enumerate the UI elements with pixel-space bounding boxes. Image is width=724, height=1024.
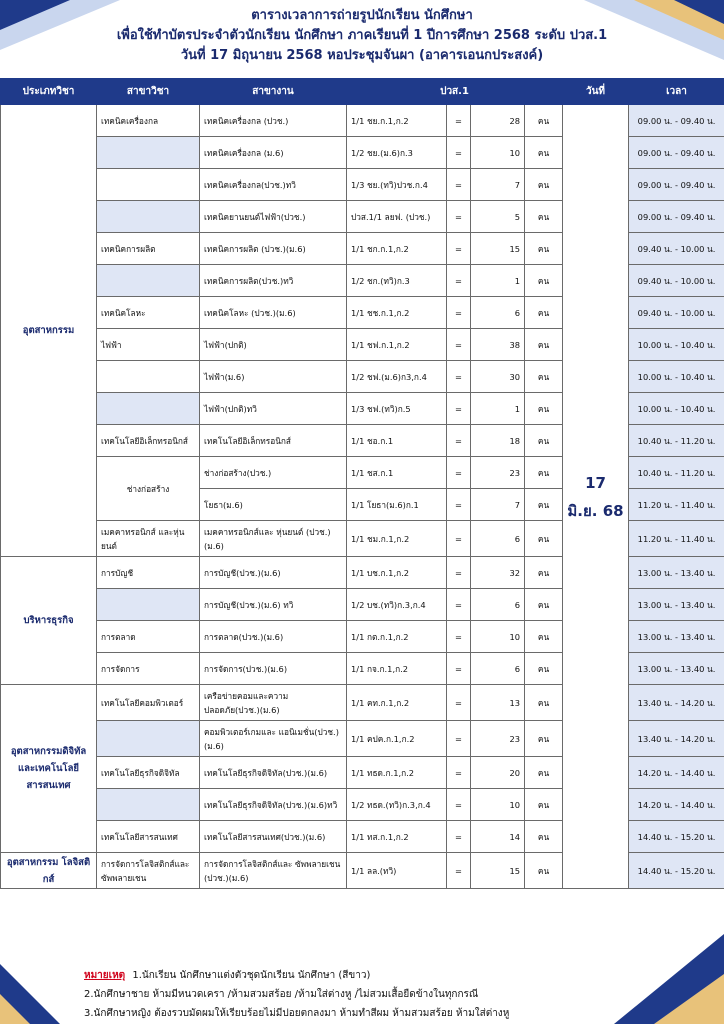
cell-class: 1/1 ชก.ก.1,ก.2 [347, 233, 447, 265]
cell-count: 1 [471, 393, 525, 425]
cell-class: 1/1 คท.ก.1,ก.2 [347, 685, 447, 721]
cell-class: 1/1 กจ.ก.1,ก.2 [347, 653, 447, 685]
cell-count: 15 [471, 853, 525, 889]
cell-count: 10 [471, 137, 525, 169]
cell-equals: = [447, 489, 471, 521]
cell-field: เทคนิคการผลิต(ปวช.)ทวิ [200, 265, 347, 297]
header-field: สาขางาน [200, 79, 347, 105]
cell-class: 1/1 ทธด.ก.1,ก.2 [347, 757, 447, 789]
cell-unit: คน [525, 233, 563, 265]
cell-equals: = [447, 361, 471, 393]
cell-count: 38 [471, 329, 525, 361]
cell-branch: ช่างก่อสร้าง [97, 457, 200, 521]
cell-branch: เทคนิคโลหะ [97, 297, 200, 329]
cell-count: 6 [471, 589, 525, 621]
cell-count: 6 [471, 521, 525, 557]
cell-equals: = [447, 521, 471, 557]
cell-class: 1/1 ชม.ก.1,ก.2 [347, 521, 447, 557]
cell-unit: คน [525, 201, 563, 233]
cell-unit: คน [525, 789, 563, 821]
cell-field: เทคนิคยานยนต์ไฟฟ้า(ปวช.) [200, 201, 347, 233]
notes-heading: หมายเหตุ [84, 970, 126, 981]
cell-field: เทคนิคการผลิต (ปวช.)(ม.6) [200, 233, 347, 265]
cell-branch: ไฟฟ้า [97, 329, 200, 361]
cell-count: 20 [471, 757, 525, 789]
cell-branch: เมคคาทรอนิกส์ และหุ่นยนต์ [97, 521, 200, 557]
cell-time: 10.00 น. - 10.40 น. [629, 329, 724, 361]
cell-unit: คน [525, 393, 563, 425]
cell-count: 30 [471, 361, 525, 393]
cell-branch: การบัญชี [97, 557, 200, 589]
cell-field: เทคโนโลยีอิเล็กทรอนิกส์ [200, 425, 347, 457]
note-line-1 [84, 966, 509, 985]
cell-time: 14.20 น. - 14.40 น. [629, 789, 724, 821]
cell-time: 09.00 น. - 09.40 น. [629, 105, 724, 137]
cell-time: 09.00 น. - 09.40 น. [629, 169, 724, 201]
cell-field: การจัดการ(ปวช.)(ม.6) [200, 653, 347, 685]
group-business: บริหารธุรกิจ [1, 557, 97, 685]
cell-class: 1/1 ชช.ก.1,ก.2 [347, 297, 447, 329]
cell-equals: = [447, 201, 471, 233]
date-month: มิ.ย. 68 [567, 501, 624, 520]
page-date-venue: วันที่ 17 มิถุนายน 2568 หอประชุมจันผา (อาคารเอนกประสงค์) [180, 48, 544, 63]
cell-unit: คน [525, 685, 563, 721]
cell-equals: = [447, 557, 471, 589]
note-line-3 [84, 1004, 509, 1023]
cell-branch [97, 589, 200, 621]
cell-time: 13.00 น. - 13.40 น. [629, 589, 724, 621]
cell-time: 13.00 น. - 13.40 น. [629, 621, 724, 653]
cell-equals: = [447, 233, 471, 265]
cell-time: 10.40 น. - 11.20 น. [629, 457, 724, 489]
cell-field: การบัญชี(ปวช.)(ม.6) [200, 557, 347, 589]
cell-class: 1/2 ชก.(ทวิ)ก.3 [347, 265, 447, 297]
cell-unit: คน [525, 457, 563, 489]
cell-unit: คน [525, 169, 563, 201]
group-logistics: อุตสาหกรรม โลจิสติกส์ [1, 853, 97, 889]
cell-unit: คน [525, 821, 563, 853]
cell-equals: = [447, 789, 471, 821]
cell-class: 1/2 ชย.(ม.6)ก.3 [347, 137, 447, 169]
cell-branch [97, 361, 200, 393]
page-title: ตารางเวลาการถ่ายรูปนักเรียน นักศึกษา [251, 8, 473, 23]
cell-equals: = [447, 589, 471, 621]
cell-unit: คน [525, 137, 563, 169]
schedule-table [0, 78, 724, 889]
cell-class: 1/1 ชฟ.ก.1,ก.2 [347, 329, 447, 361]
note-item: 1.นักเรียน นักศึกษาแต่งตัวชุดนักเรียน นักศึกษา (สีขาว) [132, 970, 371, 981]
cell-unit: คน [525, 853, 563, 889]
cell-equals: = [447, 853, 471, 889]
cell-count: 28 [471, 105, 525, 137]
cell-unit: คน [525, 105, 563, 137]
cell-field: เทคนิคเครื่องกล (ปวช.) [200, 105, 347, 137]
cell-equals: = [447, 137, 471, 169]
cell-count: 15 [471, 233, 525, 265]
cell-class: 1/1 โยธา(ม.6)ก.1 [347, 489, 447, 521]
cell-field: เครือข่ายคอมและความ ปลอดภัย(ปวช.)(ม.6) [200, 685, 347, 721]
cell-unit: คน [525, 361, 563, 393]
cell-class: 1/1 ลล.(ทวิ) [347, 853, 447, 889]
table-header-row [1, 79, 724, 105]
cell-field: เทคนิคเครื่องกล (ม.6) [200, 137, 347, 169]
cell-count: 7 [471, 489, 525, 521]
cell-class: 1/1 ชส.ก.1 [347, 457, 447, 489]
note-item: 3.นักศึกษาหญิง ต้องรวบมัดผมให้เรียบร้อยไม่มีปอยตกลงมา ห้ามทำสีผม ห้ามสวมสร้อย ห้ามใส่ต่างหู [84, 1008, 510, 1019]
date-cell [563, 105, 629, 889]
cell-time: 13.40 น. - 14.20 น. [629, 721, 724, 757]
cell-unit: คน [525, 757, 563, 789]
cell-time: 13.00 น. - 13.40 น. [629, 557, 724, 589]
cell-unit: คน [525, 297, 563, 329]
cell-unit: คน [525, 621, 563, 653]
cell-time: 09.40 น. - 10.00 น. [629, 297, 724, 329]
header-time: เวลา [629, 79, 724, 105]
cell-class: 1/1 ทส.ก.1,ก.2 [347, 821, 447, 853]
cell-equals: = [447, 393, 471, 425]
cell-class: 1/1 ชอ.ก.1 [347, 425, 447, 457]
header-date: วันที่ [563, 79, 629, 105]
cell-field: เทคโนโลยีสารสนเทศ(ปวช.)(ม.6) [200, 821, 347, 853]
cell-branch [97, 265, 200, 297]
cell-equals: = [447, 265, 471, 297]
cell-equals: = [447, 653, 471, 685]
cell-time: 13.40 น. - 14.20 น. [629, 685, 724, 721]
cell-field: เมคคาทรอนิกส์และ หุ่นยนต์ (ปวช.)(ม.6) [200, 521, 347, 557]
cell-branch: เทคโนโลยีอิเล็กทรอนิกส์ [97, 425, 200, 457]
cell-class: 1/3 ชฟ.(ทวิ)ก.5 [347, 393, 447, 425]
cell-field: โยธา(ม.6) [200, 489, 347, 521]
cell-count: 6 [471, 653, 525, 685]
cell-count: 14 [471, 821, 525, 853]
cell-branch [97, 721, 200, 757]
header-branch: สาขาวิชา [97, 79, 200, 105]
cell-unit: คน [525, 329, 563, 361]
cell-time: 14.40 น. - 15.20 น. [629, 853, 724, 889]
note-item: 2.นักศึกษาชาย ห้ามมีหนวดเครา /ห้ามสวมสร้อย /ห้ามใส่ต่างหู /ไม่สวมเสื้อยืดข้างในทุกกรณี [84, 989, 479, 1000]
cell-branch [97, 789, 200, 821]
cell-count: 10 [471, 789, 525, 821]
cell-branch: เทคนิคการผลิต [97, 233, 200, 265]
cell-unit: คน [525, 721, 563, 757]
group-digital-it: อุตสาหกรรมดิจิทัล และเทคโนโลยี สารสนเทศ [1, 685, 97, 853]
cell-unit: คน [525, 557, 563, 589]
cell-class: ปวส.1/1 ลยฟ. (ปวช.) [347, 201, 447, 233]
cell-field: ไฟฟ้า(ปกติ)ทวิ [200, 393, 347, 425]
table-row [1, 105, 724, 137]
group-industry: อุตสาหกรรม [1, 105, 97, 557]
cell-count: 7 [471, 169, 525, 201]
cell-time: 09.40 น. - 10.00 น. [629, 233, 724, 265]
cell-time: 11.20 น. - 11.40 น. [629, 489, 724, 521]
cell-count: 5 [471, 201, 525, 233]
cell-unit: คน [525, 653, 563, 685]
cell-field: เทคโนโลยีธุรกิจดิจิทัล(ปวช.)(ม.6) [200, 757, 347, 789]
cell-time: 14.40 น. - 15.20 น. [629, 821, 724, 853]
cell-equals: = [447, 757, 471, 789]
cell-class: 1/3 ชย.(ทวิ)ปวช.ก.4 [347, 169, 447, 201]
cell-branch [97, 169, 200, 201]
cell-time: 10.00 น. - 10.40 น. [629, 361, 724, 393]
cell-class: 1/1 บช.ก.1,ก.2 [347, 557, 447, 589]
cell-unit: คน [525, 265, 563, 297]
cell-class: 1/2 ชฟ.(ม.6)ก3,ก.4 [347, 361, 447, 393]
cell-field: ไฟฟ้า(ปกติ) [200, 329, 347, 361]
cell-branch: การตลาด [97, 621, 200, 653]
cell-branch: เทคโนโลยีสารสนเทศ [97, 821, 200, 853]
cell-field: การตลาด(ปวช.)(ม.6) [200, 621, 347, 653]
title-block [0, 6, 724, 66]
date-day: 17 [585, 473, 606, 492]
cell-field: เทคโนโลยีธุรกิจดิจิทัล(ปวช.)(ม.6)ทวิ [200, 789, 347, 821]
header-level: ปวส.1 [347, 79, 563, 105]
cell-equals: = [447, 685, 471, 721]
cell-unit: คน [525, 521, 563, 557]
bottom-left-decoration [0, 954, 90, 1024]
cell-field: เทคนิคเครื่องกล(ปวช.)ทวิ [200, 169, 347, 201]
cell-field: ช่างก่อสร้าง(ปวช.) [200, 457, 347, 489]
cell-class: 1/1 กต.ก.1,ก.2 [347, 621, 447, 653]
cell-time: 14.20 น. - 14.40 น. [629, 757, 724, 789]
page-subtitle: เพื่อใช้ทำบัตรประจำตัวนักเรียน นักศึกษา ภาคเรียนที่ 1 ปีการศึกษา 2568 ระดับ ปวส.1 [116, 28, 608, 43]
cell-field: คอมพิวเตอร์เกมและ แอนิเมชั่น(ปวช.)(ม.6) [200, 721, 347, 757]
cell-count: 23 [471, 721, 525, 757]
cell-field: การจัดการโลจิสติกส์และ ซัพพลายเชน (ปวช.)(ม.6) [200, 853, 347, 889]
cell-branch: เทคนิคเครื่องกล [97, 105, 200, 137]
cell-time: 09.00 น. - 09.40 น. [629, 137, 724, 169]
cell-branch [97, 201, 200, 233]
cell-time: 13.00 น. - 13.40 น. [629, 653, 724, 685]
bottom-right-decoration [594, 934, 724, 1024]
cell-class: 1/1 คปค.ก.1,ก.2 [347, 721, 447, 757]
cell-branch: การจัดการโลจิสติกส์และ ซัพพลายเชน [97, 853, 200, 889]
cell-count: 1 [471, 265, 525, 297]
cell-branch: การจัดการ [97, 653, 200, 685]
cell-unit: คน [525, 425, 563, 457]
cell-time: 11.20 น. - 11.40 น. [629, 521, 724, 557]
cell-count: 23 [471, 457, 525, 489]
cell-equals: = [447, 169, 471, 201]
cell-equals: = [447, 457, 471, 489]
cell-count: 13 [471, 685, 525, 721]
notes-section [84, 966, 509, 1023]
cell-equals: = [447, 821, 471, 853]
cell-time: 10.00 น. - 10.40 น. [629, 393, 724, 425]
cell-class: 1/2 บช.(ทวิ)ก.3,ก.4 [347, 589, 447, 621]
cell-count: 10 [471, 621, 525, 653]
cell-count: 32 [471, 557, 525, 589]
cell-unit: คน [525, 489, 563, 521]
cell-field: ไฟฟ้า(ม.6) [200, 361, 347, 393]
cell-time: 09.40 น. - 10.00 น. [629, 265, 724, 297]
cell-equals: = [447, 621, 471, 653]
note-line-2 [84, 985, 509, 1004]
cell-time: 10.40 น. - 11.20 น. [629, 425, 724, 457]
cell-branch [97, 137, 200, 169]
cell-branch: เทคโนโลยีคอมพิวเตอร์ [97, 685, 200, 721]
cell-count: 18 [471, 425, 525, 457]
cell-equals: = [447, 297, 471, 329]
cell-branch [97, 393, 200, 425]
cell-time: 09.00 น. - 09.40 น. [629, 201, 724, 233]
cell-unit: คน [525, 589, 563, 621]
header-type: ประเภทวิชา [1, 79, 97, 105]
cell-branch: เทคโนโลยีธุรกิจดิจิทัล [97, 757, 200, 789]
cell-field: เทคนิคโลหะ (ปวช.)(ม.6) [200, 297, 347, 329]
cell-equals: = [447, 425, 471, 457]
cell-equals: = [447, 105, 471, 137]
cell-equals: = [447, 329, 471, 361]
cell-class: 1/1 ชย.ก.1,ก.2 [347, 105, 447, 137]
cell-equals: = [447, 721, 471, 757]
cell-field: การบัญชี(ปวช.)(ม.6) ทวิ [200, 589, 347, 621]
cell-count: 6 [471, 297, 525, 329]
cell-class: 1/2 ทธด.(ทวิ)ก.3,ก.4 [347, 789, 447, 821]
